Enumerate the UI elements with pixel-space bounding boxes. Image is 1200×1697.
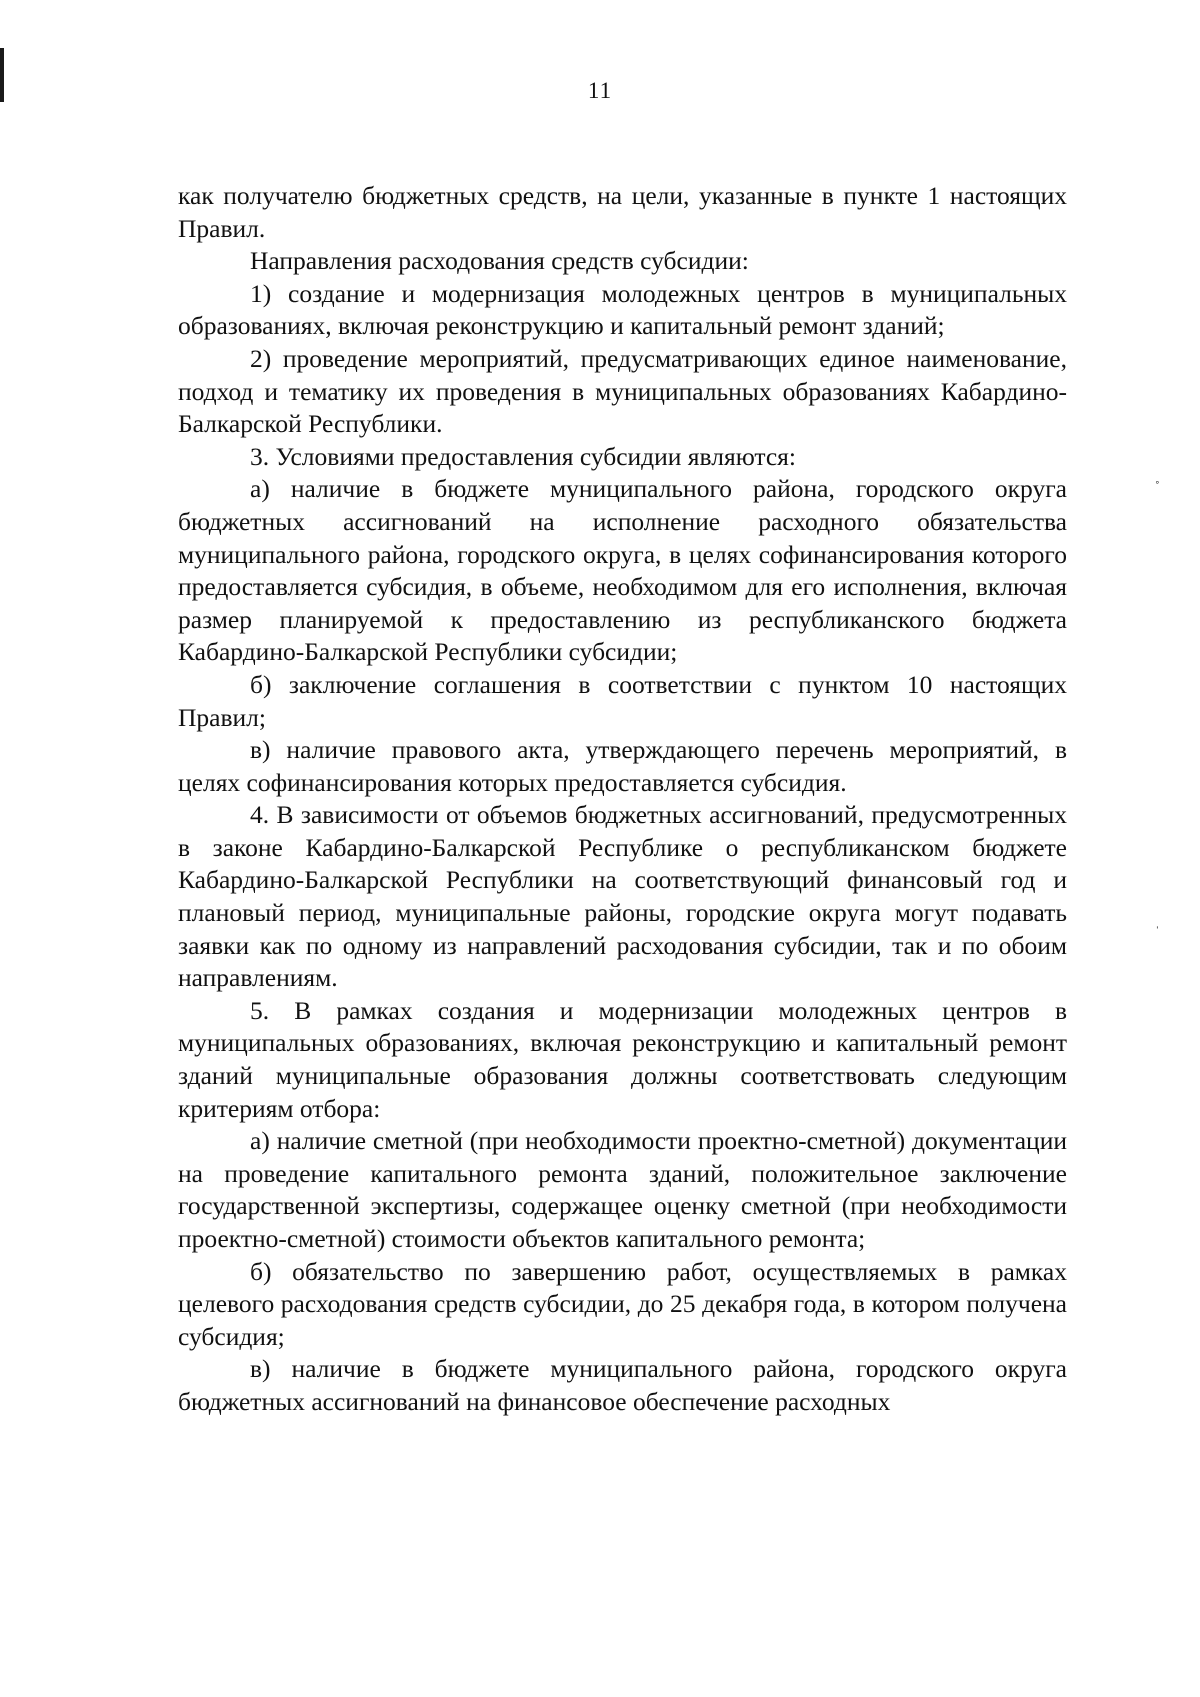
paragraph-continuation: как получателю бюджетных средств, на цели, указанные в пункте 1 настоящих Правил. [178,181,1067,243]
paragraph-criterion-b: б) обязательство по завершению работ, осуществляемых в рамках целевого расходования средств субсидии, до 25 декабря года, в котором получена субсидия; [178,1256,1067,1351]
page-number: 11 [587,78,613,103]
paragraph-direction-1: 1) создание и модернизация молодежных центров в муниципальных образованиях, включая реконструкцию и капитальный ремонт зданий; [178,278,1067,341]
scan-speck: ˈ [1155,925,1160,940]
paragraph-directions-heading: Направления расходования средств субсидии: [250,246,749,276]
paragraph-condition-a: а) наличие в бюджете муниципального района, городского округа бюджетных ассигнований на исполнение расходного обязательства муниципального района, городского округа, в целях софинансирования которого предоставляется субсидия, в объеме, необходимом для его исполнения, включая размер планируемой к предоставлению из республиканского бюджета Кабардино-Балкарской Республики субсидии; [178,474,1067,667]
document-body [178,180,1067,1419]
paragraph-condition-v: в) наличие правового акта, утверждающего перечень мероприятий, в целях софинансирования которых предоставляется субсидия. [178,735,1067,797]
paragraph-criterion-a: а) наличие сметной (при необходимости проектно-сметной) документации на проведение капитального ремонта зданий, положительное заключение государственной экспертизы, содержащее оценку сметной (при необходимости проектно-сметной) стоимости объектов капитального ремонта; [178,1126,1067,1253]
paragraph-section-5: 5. В рамках создания и модернизации молодежных центров в муниципальных образованиях, включая реконструкцию и капитальный ремонт зданий муниципальные образования должны соответствовать следующим критериям отбора: [178,995,1067,1123]
paragraph-criterion-v: в) наличие в бюджете муниципального района, городского округа бюджетных ассигнований на финансовое обеспечение расходных [178,1354,1067,1416]
paragraph-section-4: 4. В зависимости от объемов бюджетных ассигнований, предусмотренных в законе Кабардино-Балкарской Республике о республиканском бюджете Кабардино-Балкарской Республики на соответствующий финансовый год и плановый период, муниципальные районы, городские округа могут подавать заявки как по одному из направлений расходования субсидии, так и по обоим направлениям. [178,800,1067,993]
paragraph-direction-2: 2) проведение мероприятий, предусматривающих единое наименование, подход и тематику их проведения в муниципальных образованиях Кабардино-Балкарской Республики. [178,343,1067,439]
paragraph-condition-b: б) заключение соглашения в соответствии с пунктом 10 настоящих Правил; [178,669,1067,732]
scan-speck: ˚ [1155,480,1160,495]
paragraph-section-3: 3. Условиями предоставления субсидии являются: [250,441,796,471]
